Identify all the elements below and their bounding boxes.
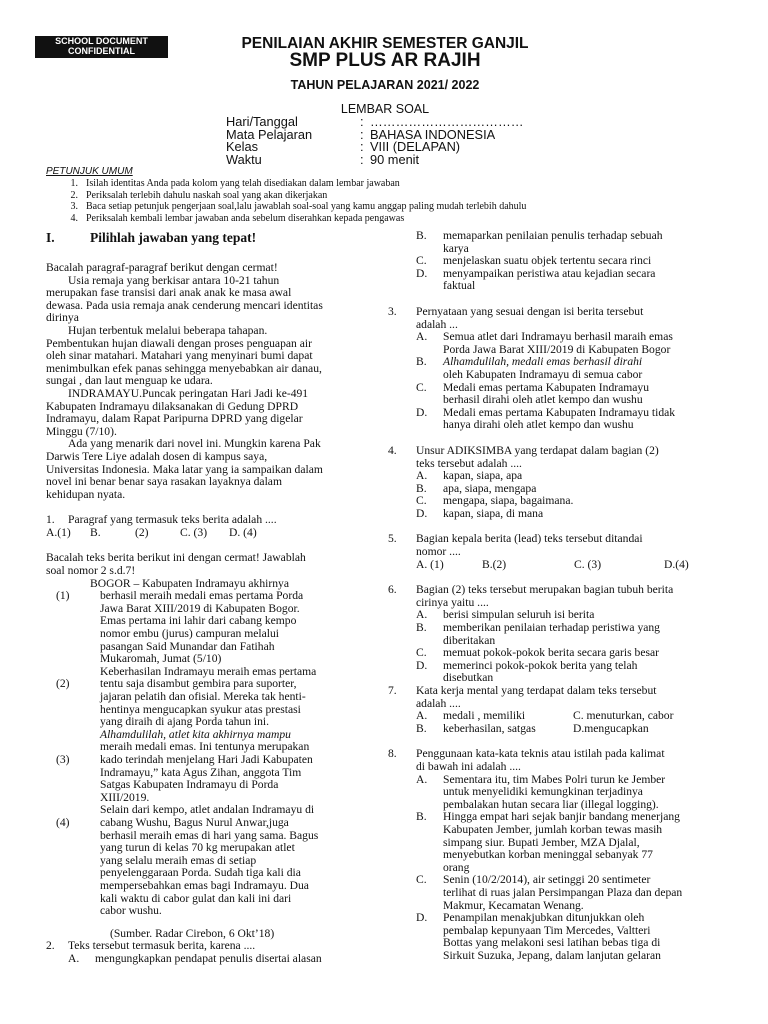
news-paragraph-3: [46, 729, 380, 805]
news-line: Jawa Barat XIII/2019 di Kabupaten Bogor.: [100, 601, 300, 615]
option-letter: B.: [416, 721, 427, 735]
right-column: [388, 230, 736, 1020]
option-b: [416, 230, 736, 255]
option-a: [416, 470, 736, 483]
question-number: 4.: [388, 443, 397, 457]
option-d: [416, 407, 736, 432]
option-line: menyampaikan peristiwa atau kejadian secara: [443, 266, 656, 280]
option-line: Kabupaten Jember, jumlah korban tewas masih: [443, 822, 663, 836]
option-line: simpang siur. Bupati Jember, MZA Djalal,: [443, 835, 640, 849]
question-4: [388, 445, 736, 470]
question-number: 3.: [388, 304, 397, 318]
question-line: adalah ....: [416, 696, 461, 710]
question-7: [388, 685, 736, 710]
option-line: Bottas yang melakoni sesi latihan bebas tiga di: [443, 936, 661, 950]
paragraph-2: [46, 325, 380, 388]
info-label: Hari/Tanggal: [226, 114, 298, 129]
option-letter: D.: [416, 266, 428, 280]
instruction-text: Periksalah kembali lembar jawaban anda sebelum diserahkan kepada pengawas: [86, 213, 405, 225]
option-letter: C.: [416, 494, 427, 508]
option-letter: A.: [416, 772, 428, 786]
news-line: penyelenggaraan Porda. Sudah tiga kali dia: [100, 866, 301, 880]
question-1: [46, 514, 380, 527]
option-line: memberikan penilaian terhadap peristiwa yang: [443, 621, 660, 635]
paragraph-line: INDRAMAYU.Puncak peringatan Hari Jadi ke-491: [68, 386, 309, 400]
question-line: Penggunaan kata-kata teknis atau istilah pada kalimat: [416, 747, 665, 761]
news-line: hentinya mengucapkan syukur atas prestasi: [100, 702, 301, 716]
question-1-options: [46, 527, 380, 540]
news-line: Indramayu,” kata Agus Zihan, anggota Tim: [100, 765, 302, 779]
instruction-number: 1.: [70, 177, 78, 189]
option-line: memaparkan penilaian penulis terhadap sebuah: [443, 230, 663, 242]
option-line: diberitakan: [443, 633, 496, 647]
option-d: [416, 912, 736, 962]
option-line: Senin (10/2/2014), air setinggi 20 sentimeter: [443, 873, 651, 887]
question-3-options: [388, 331, 736, 432]
stamp-line-1: SCHOOL DOCUMENT: [55, 36, 148, 46]
option-b: [416, 622, 736, 647]
question-number: 5.: [388, 532, 397, 546]
question-text: Teks tersebut termasuk berita, karena ....: [68, 939, 256, 953]
option-line: disebutkan: [443, 671, 494, 685]
paragraph-line: merupakan fase transisi dari anak anak ke masa awal: [46, 286, 292, 300]
option-d: [416, 660, 736, 685]
option-letter: D.: [416, 911, 428, 925]
info-value: VIII (DELAPAN): [370, 139, 461, 155]
news-source: (Sumber. Radar Cirebon, 6 Okt’18): [110, 926, 275, 940]
sheet-label: LEMBAR SOAL: [340, 102, 430, 116]
paragraph-4: [46, 438, 380, 501]
question-number: 8.: [388, 747, 397, 761]
paragraph-line: kehidupan nyata.: [46, 487, 126, 501]
news-line: Satgas Kabupaten Indramayu di Porda: [100, 778, 279, 792]
question-5: [388, 533, 736, 558]
option-line: Sirkuit Suzuka, Jepang, dalam lanjutan gelaran: [443, 948, 661, 962]
paragraph-number: (3): [56, 752, 70, 766]
question-line: teks tersebut adalah ....: [416, 456, 522, 470]
paragraph-line: Universitas Indonesia. Maka latar yang ia sampaikan dalam: [46, 462, 323, 476]
news-line: XIII/2019.: [100, 790, 150, 804]
question-2-option-a: [46, 953, 380, 966]
paragraph-line: Darwis Tere Liye adalah dosen di kampus saya,: [46, 449, 268, 463]
question-number: 6.: [388, 583, 397, 597]
option-line: berisi simpulan seluruh isi berita: [443, 608, 595, 622]
option-line: Hingga empat hari sejak banjir bandang menerjang: [443, 810, 680, 824]
instruction-text: Baca setiap petunjuk pengerjaan soal,lalu jawablah soal-soal yang kamu anggap paling mudah terlebih dahulu: [86, 201, 527, 213]
news-line: yang diraih di ajang Porda tahun ini.: [100, 715, 270, 729]
option-line: Medali emas pertama Kabupaten Indramayu tidak: [443, 405, 676, 419]
instruction-item: [46, 190, 726, 202]
question-line: Pernyataan yang sesuai dengan isi berita tersebut: [416, 304, 644, 318]
news-line: Selain dari kempo, atlet andalan Indramayu di: [100, 803, 315, 817]
info-row-time: [226, 151, 524, 167]
paragraph-1: [46, 275, 380, 325]
option-letter: B.: [416, 810, 427, 824]
instructions-title: PETUNJUK UMUM: [46, 166, 133, 177]
question-line: cirinya yaitu ....: [416, 595, 489, 609]
question-line: adalah ...: [416, 317, 458, 331]
option-b: [416, 811, 736, 874]
option-letter: C.: [416, 254, 427, 268]
option-c: [416, 874, 736, 912]
info-colon: :: [360, 139, 364, 155]
paragraph-number: (4): [56, 815, 70, 829]
paragraph-number: (1): [56, 589, 70, 603]
news-line: cabor wushu.: [100, 904, 162, 918]
option-letter: B.: [416, 355, 427, 369]
info-colon: :: [360, 114, 364, 129]
question-8: [388, 748, 736, 773]
option-text: keberhasilan, satgas: [443, 721, 536, 735]
option-text: kapan, siapa, di mana: [443, 506, 544, 520]
option-text: mengungkapkan pendapat penulis disertai alasan: [95, 951, 322, 965]
option-line: Makmur, Kecamatan Wenang.: [443, 898, 584, 912]
option-letter: B.: [416, 481, 427, 495]
question-line: Kata kerja mental yang terdapat dalam teks tersebut: [416, 684, 657, 697]
instruction-item: [46, 201, 726, 213]
option-a: [416, 331, 736, 356]
instruction-number: 2.: [70, 189, 78, 201]
option-c: [416, 647, 736, 660]
paragraph-line: Indramayu, dalam Rapat Paripurna DPRD yang digelar: [46, 412, 303, 426]
paragraph-line: dirinya: [46, 311, 79, 325]
news-line: yang turun di kelas 70 kg merupakan atlet: [100, 841, 295, 855]
news-line: jajaran pelatih dan ofisial. Mereka tak henti-: [100, 690, 306, 703]
question-6-options: [388, 609, 736, 685]
option: A.(1): [46, 525, 71, 539]
paragraph-3: [46, 388, 380, 438]
option-b: [416, 356, 736, 381]
news-line: Emas pertama ini lahir dari cabang kempo: [100, 614, 297, 628]
option-c: [416, 255, 736, 268]
option-line: Alhamdulilah, medali emas berhasil dirahi: [443, 355, 643, 369]
news-line: berhasil meraih emas di hari yang sama. Bagus: [100, 828, 319, 842]
section-heading: [46, 232, 380, 248]
question-line: di bawah ini adalah ....: [416, 759, 521, 773]
option-text: kapan, siapa, apa: [443, 469, 523, 483]
question-number: 7.: [388, 684, 397, 697]
question-5-options: [388, 559, 736, 572]
option-text: D.mengucapkan: [573, 721, 649, 735]
option-text: C. menuturkan, cabor: [573, 709, 674, 723]
option-row: [416, 723, 736, 736]
general-instructions: [46, 166, 726, 225]
paragraph-line: Hujan terbentuk melalui beberapa tahapan.: [68, 323, 268, 337]
option: B.: [90, 525, 101, 539]
option-letter: A.: [416, 709, 428, 723]
option-line: oleh Kabupaten Indramayu di semua cabor: [443, 367, 643, 381]
instruction-text: Periksalah terlebih dahulu naskah soal yang akan dikerjakan: [86, 189, 328, 201]
option-letter: C.: [416, 873, 427, 887]
option-letter: D.: [416, 658, 428, 672]
info-value: BAHASA INDONESIA: [370, 126, 496, 142]
news-line: meraih medali emas. Ini tentunya merupakan: [100, 740, 310, 754]
question-line: nomor ....: [416, 545, 461, 559]
option-line: menjelaskan suatu objek tertentu secara rinci: [443, 254, 652, 268]
paragraph-number: (2): [56, 677, 70, 691]
option-d: [416, 508, 736, 521]
news-line: kali waktu di cabor gulat dan kali ini dari: [100, 891, 292, 905]
reading-instruction: Bacalah paragraf-paragraf berikut dengan cermat!: [46, 261, 278, 274]
option-line: memerinci pokok-pokok berita yang telah: [443, 658, 638, 672]
option-letter: D.: [416, 506, 428, 520]
news-line: Mukaromah, Jumat (5/10): [100, 652, 222, 666]
info-label: Mata Pelajaran: [226, 126, 313, 142]
question-number: 2.: [46, 939, 55, 953]
option-line: menyebutkan korban meninggal sebanyak 77: [443, 848, 653, 862]
instruction-item: [46, 213, 726, 225]
option-line: memuat pokok-pokok berita secara garis besar: [443, 646, 660, 660]
paragraph-line: Pembentukan hujan diawali dengan proses penguapan air: [46, 336, 312, 350]
option-line: terlihat di ruas jalan Persimpangan Plaza dan depan: [443, 885, 683, 899]
reading-instruction: Bacalah teks berita berikut ini dengan cermat! Jawablah: [46, 551, 306, 565]
reading-instruction: soal nomor 2 s.d.7!: [46, 564, 136, 578]
news-line: kado terindah menjelang Hari Jadi Kabupaten: [100, 752, 313, 766]
instruction-number: 3.: [70, 201, 78, 213]
news-line: Keberhasilan Indramayu meraih emas pertama: [100, 664, 317, 678]
info-label: Waktu: [226, 151, 262, 167]
option: D. (4): [229, 525, 257, 539]
option-row: [416, 710, 736, 723]
paragraph-line: sungai , dan laut menguap ke udara.: [46, 374, 213, 388]
option-text: medali , memiliki: [443, 709, 526, 723]
option-text: apa, siapa, mengapa: [443, 481, 537, 495]
paragraph-line: menimbulkan efek panas sehingga menyebabkan air danau,: [46, 361, 322, 375]
news-paragraph-1: [46, 578, 380, 666]
news-line: yang selalu meraih emas di setiap: [100, 853, 257, 867]
left-column: [46, 230, 380, 1020]
option-letter: C.: [416, 380, 427, 394]
option-a: [416, 774, 736, 812]
stamp-line-2: CONFIDENTIAL: [68, 45, 135, 56]
paragraph-line: dewasa. Pada usia remaja anak cenderung mencari identitas: [46, 298, 323, 312]
option-line: hanya dirahi oleh atlet kempo dan wushu: [443, 418, 634, 432]
question-6: [388, 584, 736, 609]
news-line: Alhamdulilah, atlet kita akhirnya mampu: [100, 727, 291, 741]
news-text: [46, 578, 380, 918]
option-line: Semua atlet dari Indramayu berhasil maraih emas: [443, 330, 673, 344]
option: A. (1): [416, 557, 444, 571]
option-letter: A.: [416, 330, 428, 344]
option-line: pembalap kepunyaan Tim Mercedes, Valtteri: [443, 923, 651, 937]
option-line: Sementara itu, tim Mabes Polri turun ke Jember: [443, 772, 666, 786]
option: C. (3): [574, 557, 602, 571]
info-value: ………………………………: [370, 114, 524, 129]
news-line: mempersebahkan emas bagi Indramayu. Dua: [100, 878, 309, 892]
section-title: Pilihlah jawaban yang tepat!: [90, 230, 257, 245]
paragraph-line: Ada yang menarik dari novel ini. Mungkin karena Pak: [68, 437, 321, 451]
news-paragraph-4: [46, 804, 380, 917]
option-line: orang: [443, 860, 470, 874]
question-3: [388, 306, 736, 331]
question-2-options: [388, 230, 736, 293]
option: C. (3): [180, 525, 208, 539]
option-d: [416, 268, 736, 293]
option-line: untuk menyelidiki kemungkinan terjadinya: [443, 785, 643, 799]
question-8-options: [388, 774, 736, 963]
option-c: [416, 382, 736, 407]
academic-year: TAHUN PELAJARAN 2021/ 2022: [290, 78, 480, 92]
option-letter: D.: [416, 405, 428, 419]
exam-info: [226, 116, 524, 166]
option-line: pembalakan hutan secara liar (illegal logging).: [443, 797, 659, 811]
option-line: faktual: [443, 279, 476, 293]
question-4-options: [388, 470, 736, 520]
option-letter: B.: [416, 230, 427, 242]
option-line: berhasil dirahi oleh atlet kempo dan wushu: [443, 393, 643, 407]
question-line: Bagian kepala berita (lead) teks tersebut ditandai: [416, 532, 643, 546]
news-line: pasangan Said Munandar dan Fatihah: [100, 639, 275, 653]
news-paragraph-2: [46, 666, 380, 729]
option-line: Penampilan menakjubkan ditunjukkan oleh: [443, 911, 645, 925]
option: (2): [135, 525, 149, 539]
option-text: mengapa, siapa, bagaimana.: [443, 494, 574, 508]
option-letter: B.: [416, 621, 427, 635]
news-line: nomor embu (jurus) campuran melalui: [100, 627, 280, 641]
question-number: 1.: [46, 513, 55, 527]
info-value: 90 menit: [370, 151, 420, 167]
option: B.(2): [482, 557, 507, 571]
paragraph-line: novel ini benar benar saya rasakan layaknya dalam: [46, 475, 282, 489]
news-line: tentu saja disambut gembira para suporter,: [100, 677, 297, 691]
section-number: I.: [46, 230, 55, 245]
question-line: Unsur ADIKSIMBA yang terdapat dalam bagian (2): [416, 443, 659, 457]
option: D.(4): [664, 557, 689, 571]
news-line: berhasil meraih medali emas pertama Porda: [100, 589, 304, 603]
confidential-stamp: [35, 36, 168, 58]
option-line: Medali emas pertama Kabupaten Indramayu: [443, 380, 650, 394]
question-2: [46, 940, 380, 953]
paragraph-line: Kabupaten Indramayu dilaksanakan di Gedung DPRD: [46, 399, 299, 413]
instruction-item: [46, 178, 726, 190]
option-line: Porda Jawa Barat XIII/2019 di Kabupaten Bogor: [443, 342, 671, 356]
option-c: [416, 495, 736, 508]
question-7-options: [388, 710, 736, 735]
paragraph-line: oleh sinar matahari. Matahari yang menyinari bumi dapat: [46, 349, 313, 363]
option-letter: A.: [68, 951, 80, 965]
info-label: Kelas: [226, 139, 259, 155]
option-letter: C.: [416, 646, 427, 660]
option-letter: A.: [416, 469, 428, 483]
news-line: cabang Wushu, Bagus Nurul Anwar,juga: [100, 815, 289, 829]
question-text: Paragraf yang termasuk teks berita adalah ....: [68, 513, 277, 527]
instruction-text: Isilah identitas Anda pada kolom yang telah disediakan dalam lembar jawaban: [86, 177, 400, 189]
instruction-number: 4.: [70, 213, 78, 225]
question-line: Bagian (2) teks tersebut merupakan bagian tubuh berita: [416, 583, 674, 597]
paragraph-line: Minggu (7/10).: [46, 424, 117, 438]
paragraph-line: Usia remaja yang berkisar antara 10-21 tahun: [68, 273, 280, 287]
option-line: karya: [443, 241, 469, 255]
info-colon: :: [360, 151, 364, 167]
school-name: SMP PLUS AR RAJIH: [289, 50, 481, 71]
exam-title: PENILAIAN AKHIR SEMESTER GANJIL: [241, 35, 529, 52]
info-colon: :: [360, 126, 364, 142]
option-letter: A.: [416, 608, 428, 622]
news-line: BOGOR – Kabupaten Indramayu akhirnya: [90, 576, 289, 590]
